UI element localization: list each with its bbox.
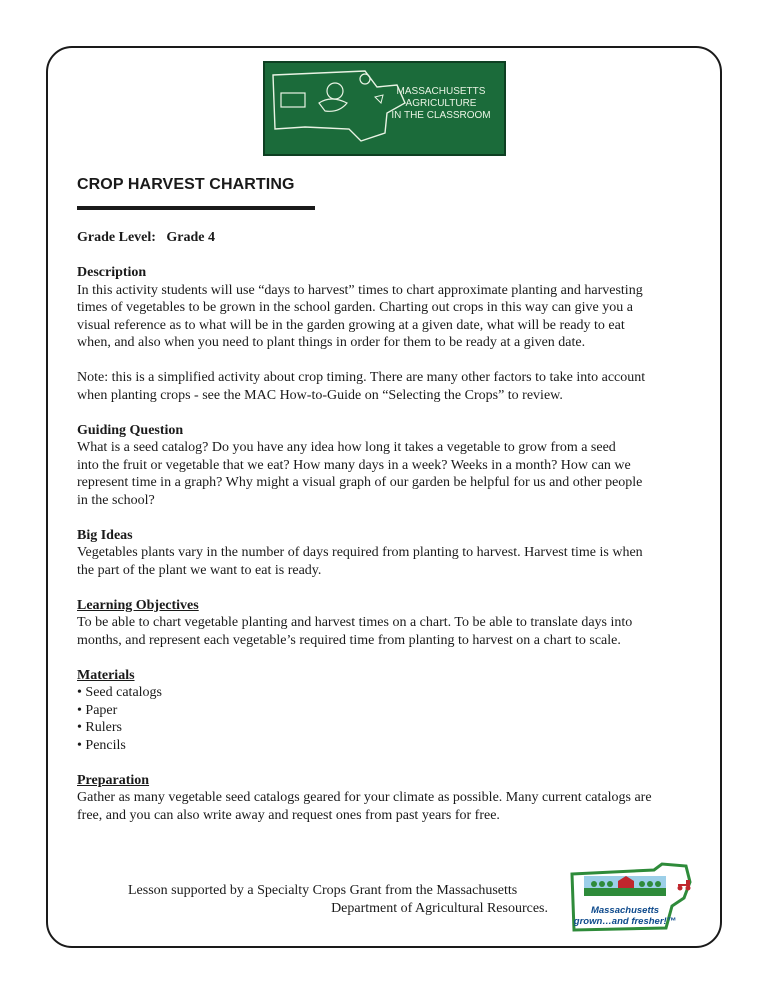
note-section	[77, 369, 702, 404]
preparation-line: free, and you can also write away and request ones from past years for free.	[77, 807, 500, 823]
guiding-question-line: represent time in a graph? Why might a visual graph of our garden be helpful for us and other people	[77, 475, 643, 490]
grade-level-label: Grade Level:	[77, 230, 156, 245]
big-ideas-heading: Big Ideas	[77, 527, 133, 543]
list-item: • Paper	[77, 702, 702, 720]
materials-heading: Materials	[77, 667, 135, 683]
note-line: Note: this is a simplified activity about crop timing. There are many other factors to take into account	[77, 370, 646, 385]
list-item: • Pencils	[77, 737, 702, 755]
logo-line-3: IN THE CLASSROOM	[391, 110, 491, 121]
grade-level	[77, 229, 702, 247]
materials-section	[77, 667, 702, 755]
learning-objectives-line: months, and represent each vegetable’s required time from planting to harvest on a chart to scale.	[77, 632, 621, 648]
logo-line-2: AGRICULTURE	[405, 98, 477, 109]
description-heading: Description	[77, 265, 147, 280]
page-title: CROP HARVEST CHARTING	[77, 176, 295, 193]
big-ideas-line: the part of the plant we want to eat is ready.	[77, 562, 322, 578]
guiding-question-line: What is a seed catalog? Do you have any idea how long it takes a vegetable to grow from a seed	[77, 440, 616, 455]
description-section	[77, 264, 702, 352]
title-underline	[77, 206, 315, 210]
grant-footer	[128, 882, 548, 918]
grade-level-value: Grade 4	[166, 230, 216, 245]
guiding-question-heading: Guiding Question	[77, 422, 184, 438]
learning-objectives-line: To be able to chart vegetable planting and harvest times on a chart. To be able to translate days into	[77, 615, 633, 630]
description-line: visual reference as to what will be in the garden growing at a given date, what will be ready to eat	[77, 317, 625, 333]
preparation-line: Gather as many vegetable seed catalogs geared for your climate as possible. Many current catalogs are	[77, 790, 652, 805]
guiding-question-line: into the fruit or vegetable that we eat? How many days in a week? Weeks in a month? How can we	[77, 457, 631, 473]
list-item: • Rulers	[77, 719, 702, 737]
description-line: times of vegetables to be grown in the school garden. Charting out crops in this way can give you a	[77, 300, 633, 315]
guiding-question-section	[77, 422, 702, 510]
learning-objectives-section	[77, 597, 702, 650]
learning-objectives-heading: Learning Objectives	[77, 597, 199, 613]
list-item: • Seed catalogs	[77, 684, 702, 702]
document-body	[77, 229, 702, 842]
massachusetts-grown-wordmark	[566, 905, 684, 927]
description-line: when, and also when you need to plant things in order for them to be ready at a given date.	[77, 335, 586, 350]
materials-list	[77, 684, 702, 754]
footer-line-1: Lesson supported by a Specialty Crops Grant from the Massachusetts	[128, 883, 518, 898]
note-line: when planting crops - see the MAC How-to-Guide on “Selecting the Crops” to review.	[77, 387, 563, 403]
description-line: In this activity students will use “days to harvest” times to chart approximate planting and harvesting	[77, 282, 643, 298]
ag-in-classroom-logo	[263, 61, 506, 156]
footer-line-2: Department of Agricultural Resources.	[331, 901, 548, 916]
big-ideas-section	[77, 527, 702, 580]
preparation-section	[77, 772, 702, 825]
logo-line-1: MASSACHUSETTS	[396, 86, 486, 97]
big-ideas-line: Vegetables plants vary in the number of days required from planting to harvest. Harvest time is when	[77, 545, 643, 560]
preparation-heading: Preparation	[77, 772, 150, 788]
logo-wordmark-line-1: Massachusetts	[590, 905, 660, 916]
logo-wordmark-line-2: grown…and fresher!™	[573, 916, 677, 927]
guiding-question-line: in the school?	[77, 492, 155, 508]
